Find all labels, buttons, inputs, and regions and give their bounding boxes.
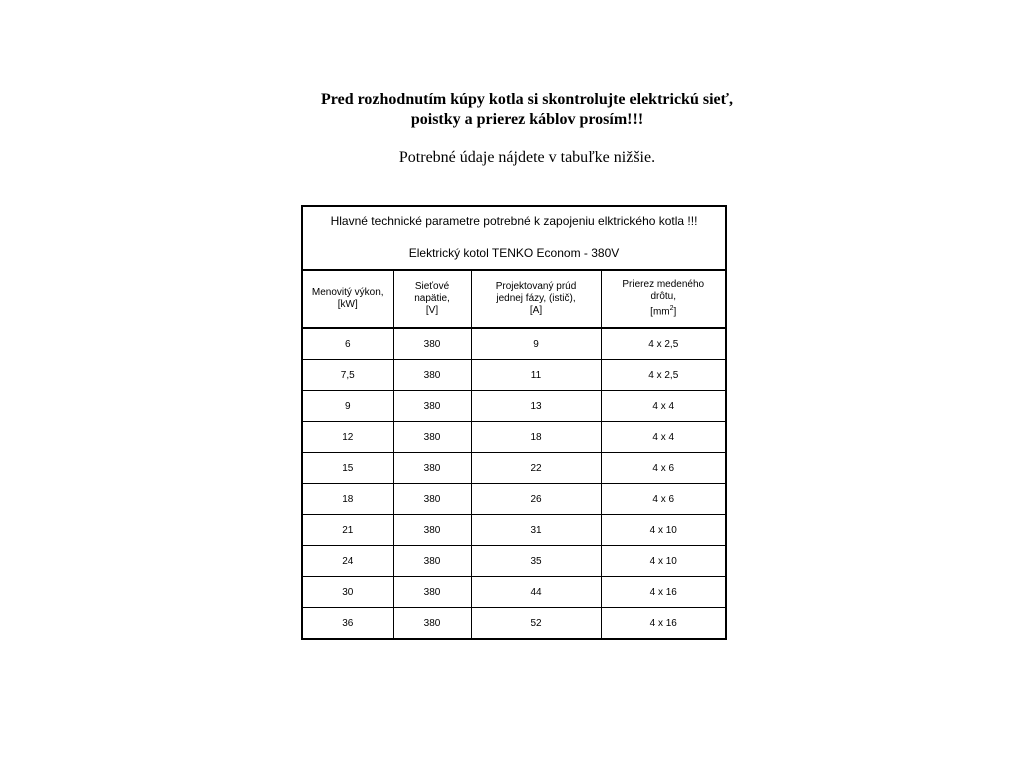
data-table [303, 271, 725, 638]
current-cell: 52 [471, 608, 601, 639]
table-row [303, 422, 725, 453]
current-cell: 31 [471, 515, 601, 546]
current-cell: 22 [471, 453, 601, 484]
table-subtitle: Elektrický kotol TENKO Econom - 380V [408, 246, 620, 260]
unit-suffix: ] [673, 306, 677, 318]
table-row [303, 484, 725, 515]
header-unit [602, 303, 726, 318]
voltage-cell: 380 [393, 608, 471, 639]
column-header-voltage [393, 271, 471, 328]
voltage-cell: 380 [393, 422, 471, 453]
power-cell: 36 [303, 608, 393, 639]
cross-section-cell: 4 x 16 [601, 608, 725, 639]
cross-section-cell: 4 x 4 [601, 391, 725, 422]
power-cell: 21 [303, 515, 393, 546]
unit-superscript: 2 [669, 305, 674, 313]
table-title: Hlavné technické parametre potrebné k zapojeniu elktrického kotla !!! [330, 214, 698, 228]
parameters-table [301, 205, 727, 640]
power-cell: 18 [303, 484, 393, 515]
column-header-cross-section [601, 271, 725, 328]
header-line: jednej fázy, (istič), [496, 293, 576, 304]
table-title-block [303, 207, 725, 271]
cross-section-cell: 4 x 2,5 [601, 328, 725, 360]
table-row [303, 608, 725, 639]
cross-section-cell: 4 x 6 [601, 484, 725, 515]
power-cell: 9 [303, 391, 393, 422]
voltage-cell: 380 [393, 328, 471, 360]
header-line: [A] [529, 305, 543, 316]
table-row [303, 515, 725, 546]
current-cell: 26 [471, 484, 601, 515]
power-cell: 6 [344, 338, 351, 350]
table-header-row [303, 271, 725, 328]
current-cell: 13 [471, 391, 601, 422]
voltage-cell: 380 [393, 453, 471, 484]
table-row [303, 328, 725, 360]
power-cell: 7,5 [303, 360, 393, 391]
cross-section-cell: 4 x 16 [601, 577, 725, 608]
table-row [303, 360, 725, 391]
header-line: drôtu, [650, 291, 677, 303]
current-cell: 11 [471, 360, 601, 391]
unit-prefix: [mm [650, 306, 670, 318]
table-row [303, 453, 725, 484]
heading-line-2: poistky a prierez káblov prosím!!! [410, 111, 644, 128]
cross-section-cell: 4 x 6 [601, 453, 725, 484]
cross-section-cell: 4 x 10 [601, 546, 725, 577]
heading-line-1: Pred rozhodnutím kúpy kotla si skontrolujte elektrickú sieť, [321, 91, 733, 108]
voltage-cell: 380 [393, 391, 471, 422]
power-cell: 12 [303, 422, 393, 453]
page-heading [0, 90, 1024, 130]
header-line: [kW] [337, 299, 358, 310]
page-subheading: Potrebné údaje nájdete v tabuľke nižšie. [398, 149, 656, 166]
voltage-cell: 380 [393, 484, 471, 515]
table-body [303, 328, 725, 638]
header-line: napätie, [414, 293, 450, 304]
header-line: Menovitý výkon, [311, 287, 384, 298]
cross-section-cell: 4 x 2,5 [601, 360, 725, 391]
voltage-cell: 380 [393, 577, 471, 608]
voltage-cell: 380 [393, 360, 471, 391]
voltage-cell: 380 [393, 515, 471, 546]
voltage-cell: 380 [393, 546, 471, 577]
power-cell: 30 [303, 577, 393, 608]
current-cell: 44 [471, 577, 601, 608]
table-row [303, 391, 725, 422]
table-row [303, 546, 725, 577]
header-line: Prierez medeného [622, 279, 705, 291]
power-cell: 15 [303, 453, 393, 484]
column-header-power [303, 271, 393, 328]
power-cell: 24 [303, 546, 393, 577]
header-line: Sieťové [414, 281, 450, 292]
cross-section-cell: 4 x 10 [601, 515, 725, 546]
current-cell: 9 [471, 328, 601, 360]
current-cell: 35 [471, 546, 601, 577]
column-header-current [471, 271, 601, 328]
current-cell: 18 [471, 422, 601, 453]
header-line: [V] [425, 305, 439, 316]
table-row [303, 577, 725, 608]
header-line: Projektovaný prúd [495, 281, 577, 292]
cross-section-cell: 4 x 4 [601, 422, 725, 453]
